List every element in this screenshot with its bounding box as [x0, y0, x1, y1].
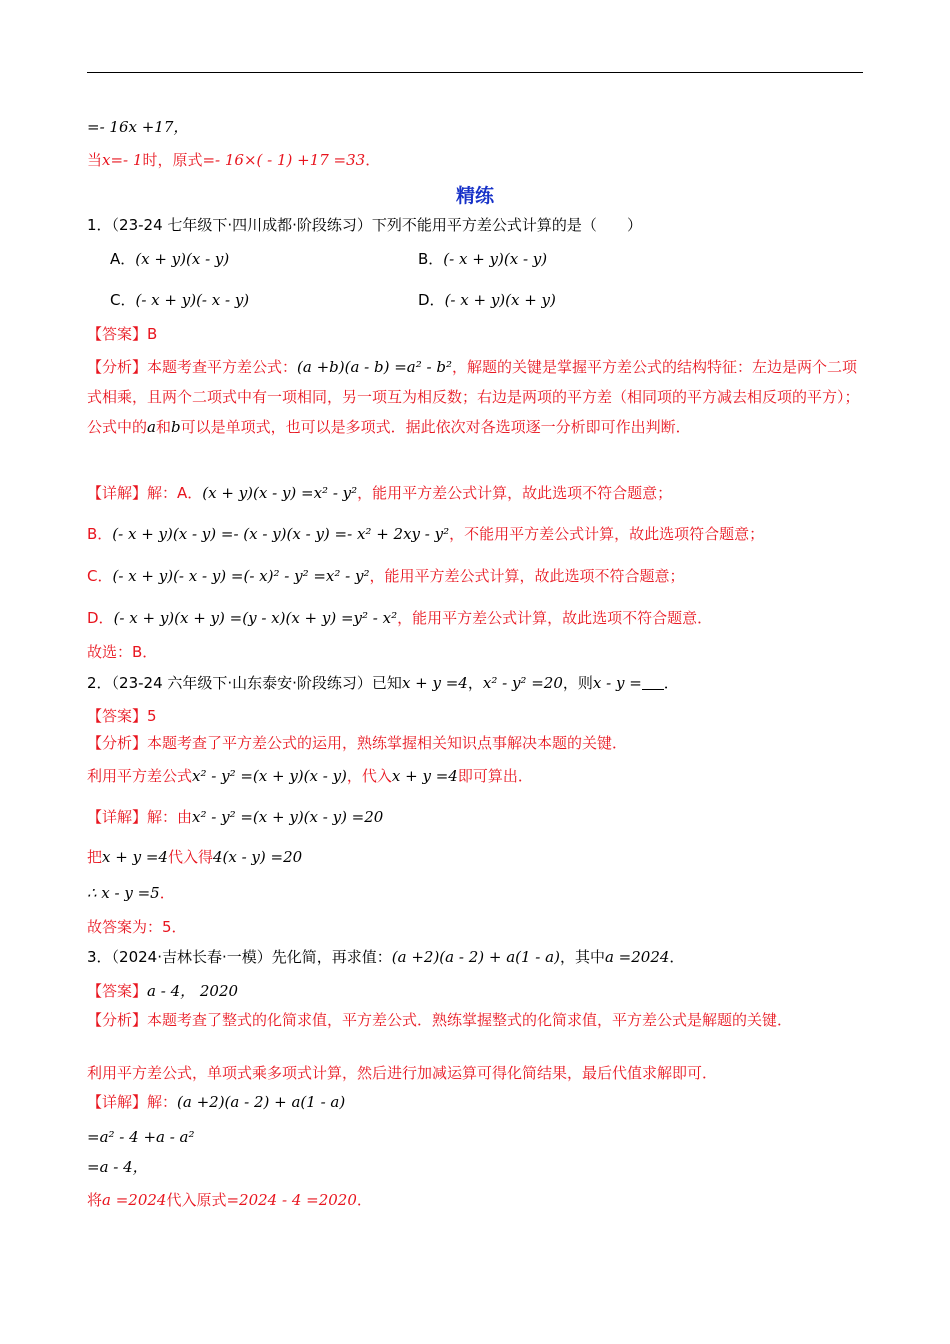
q1-option-c: C．(- x + y)(- x - y) [110, 291, 250, 309]
q3-step1: =a² - 4 +a - a² [87, 1128, 195, 1146]
q1-detail-d: D．(- x + y)(x + y) =(y - x)(x + y) =y² - x²，能用平方差公式计算，故此选项不符合题意． [87, 609, 713, 627]
q3-substitute: 将a =2024代入原式=2024 - 4 =2020． [87, 1191, 372, 1209]
header-rule [87, 72, 863, 73]
q1-detail-c: C．(- x + y)(- x - y) =(- x)² - y² =x² - y²，能用平方差公式计算，故此选项不符合题意； [87, 567, 685, 585]
q1-answer: 【答案】B [87, 325, 158, 343]
q1-analysis: 【分析】本题考查平方差公式：(a +b)(a - b) =a² - b²，解题的关键是掌握平方差公式的结构特征：左边是两个二项式相乘，且两个二项式中有一项相同，另一项互为相反数；右边是两项的平方差（相同项的平方减去相反项的平方）；公式中的a和b可以是单项式，也可以是多项式．据此依次对各选项逐一分析即可作出判断． [87, 358, 860, 436]
q3-answer: 【答案】a - 4， 2020 [87, 982, 239, 1000]
q3-analysis: 【分析】本题考查了整式的化简求值，平方差公式．熟练掌握整式的化简求值，平方差公式是解题的关键． [87, 1011, 793, 1029]
q3-step2: =a - 4， [87, 1158, 148, 1176]
q2-analysis: 【分析】本题考查了平方差公式的运用，熟练掌握相关知识点事解决本题的关键． [87, 734, 628, 752]
section-title: 精练 [455, 185, 494, 207]
q1-option-d: D．(- x + y)(x + y) [418, 291, 556, 309]
q2-method: 利用平方差公式x² - y² =(x + y)(x - y)，代入x + y =4即可算出． [87, 767, 533, 785]
intro-line2: 当x=- 1时，原式=- 16×( - 1) +17 =33． [87, 151, 381, 169]
intro-line1: =- 16x +17， [87, 118, 189, 136]
q1-stem: 1．（23-24 七年级下·四川成都·阶段练习）下列不能用平方差公式计算的是（ ） [87, 216, 642, 234]
q1-detail-b: B．(- x + y)(x - y) =- (x - y)(x - y) =- x² + 2xy - y²，不能用平方差公式计算，故此选项符合题意； [87, 525, 765, 543]
q1-detail-a: 【详解】解：A．(x + y)(x - y) =x² - y²，能用平方差公式计算，故此选项不符合题意； [87, 484, 673, 502]
q1-choice: 故选：B． [87, 643, 158, 661]
q1-option-b: B．(- x + y)(x - y) [418, 250, 548, 268]
q3-detail: 【详解】解：(a +2)(a - 2) + a(1 - a) [87, 1093, 346, 1111]
q2-stem: 2．（23-24 六年级下·山东泰安·阶段练习）已知x + y =4，x² - y² =20，则x - y = ． [87, 674, 679, 692]
q2-substitute: 把x + y =4代入得4(x - y) =20 [87, 848, 303, 866]
answer-blank [642, 674, 664, 690]
q3-method: 利用平方差公式，单项式乘多项式计算，然后进行加减运算可得化简结果，最后代值求解即可． [87, 1064, 718, 1082]
q1-option-a: A．(x + y)(x - y) [110, 250, 230, 268]
q2-final: 故答案为：5． [87, 918, 187, 936]
q2-therefore: ∴ x - y =5． [87, 884, 175, 902]
q2-detail: 【详解】解：由x² - y² =(x + y)(x - y) =20 [87, 808, 384, 826]
q3-stem: 3．（2024·吉林长春·一模）先化简，再求值：(a +2)(a - 2) + a(1 - a)，其中a =2024． [87, 948, 685, 966]
q2-answer: 【答案】5 [87, 707, 157, 725]
